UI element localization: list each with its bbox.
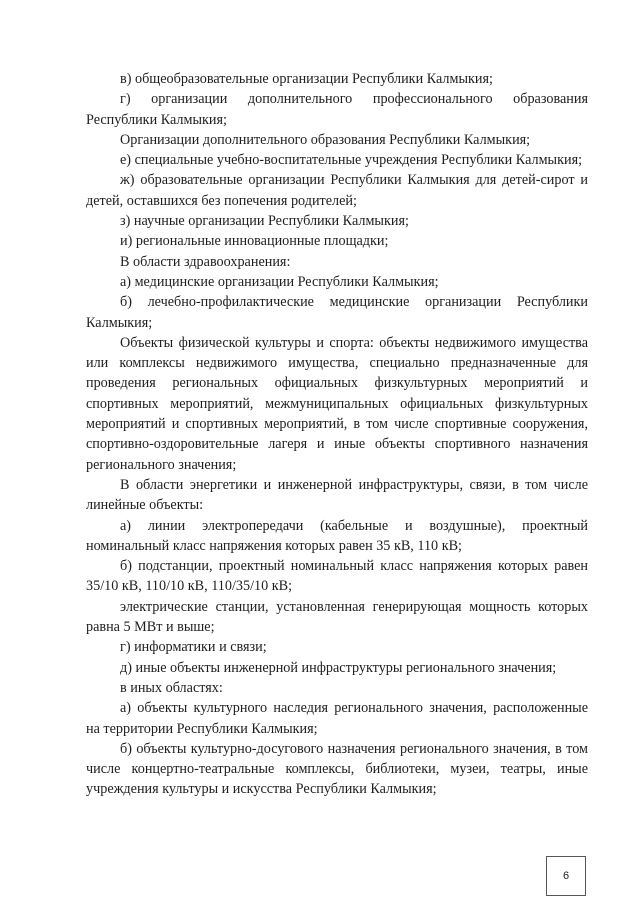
paragraph: б) подстанции, проектный номинальный класс напряжения которых равен 35/10 кВ, 110/10 кВ, 110/35/10 кВ; xyxy=(86,558,588,595)
page-number-label: 6 xyxy=(562,870,570,882)
paragraph: г) организации дополнительного профессионального образования Республики Калмыкия; xyxy=(86,91,588,128)
paragraph: Организации дополнительного образования Республики Калмыкия; xyxy=(120,131,531,148)
paragraph: б) объекты культурно-досугового назначения регионального значения, в том числе концертно-театральные комплексы, библиотеки, музеи, театры, иные учреждения культуры и искусства Республики Калмыкия; xyxy=(86,740,588,798)
paragraph: а) медицинские организации Республики Калмыкия; xyxy=(120,273,439,290)
paragraph: и) региональные инновационные площадки; xyxy=(120,233,389,250)
paragraph: а) линии электропередачи (кабельные и воздушные), проектный номинальный класс напряжения которых равен 35 кВ, 110 кВ; xyxy=(86,517,588,554)
paragraph: в) общеобразовательные организации Республики Калмыкия; xyxy=(120,71,493,87)
paragraph: электрические станции, установленная генерирующая мощность которых равна 5 МВт и выше; xyxy=(86,598,588,636)
paragraph: е) специальные учебно-воспитательные учреждения Республики Калмыкия; xyxy=(120,152,583,169)
paragraph: д) иные объекты инженерной инфраструктуры регионального значения; xyxy=(120,659,557,676)
page-number xyxy=(546,856,586,896)
paragraph: в иных областях: xyxy=(120,679,223,696)
document-body xyxy=(86,69,588,800)
paragraph: ж) образовательные организации Республики Калмыкия для детей-сирот и детей, оставшихся без попечения родителей; xyxy=(86,172,588,209)
paragraph: В области здравоохранения: xyxy=(120,253,291,270)
paragraph: з) научные организации Республики Калмыкия; xyxy=(120,213,409,230)
paragraph: а) объекты культурного наследия регионального значения, расположенные на территории Республики Калмыкия; xyxy=(86,700,588,737)
paragraph: В области энергетики и инженерной инфраструктуры, связи, в том числе линейные объекты: xyxy=(86,476,588,514)
paragraph: б) лечебно-профилактические медицинские организации Республики Калмыкия; xyxy=(86,294,588,331)
paragraph: г) информатики и связи; xyxy=(120,639,267,656)
paragraph: Объекты физической культуры и спорта: объекты недвижимого имущества или комплексы недвижимого имущества, специально предназначенные для проведения региональных официальных физкультурных мероприятий и спортивных мероприятий, межмуниципальных официальных физкультурных мероприятий и спортивных мероприятий, в том числе спортивные сооружения, спортивно-оздоровительные лагеря и иные объекты спортивного назначения регионального значения; xyxy=(86,334,588,473)
